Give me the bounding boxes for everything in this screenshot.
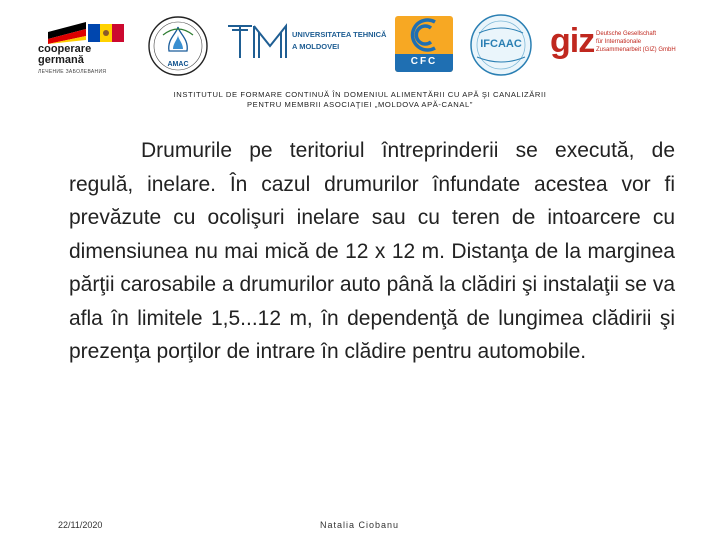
giz-subtitle-line1: Deutsche Gesellschaft [596, 31, 657, 37]
institute-header-line2: PENTRU MEMBRII ASOCIAŢIEI „MOLDOVA APĂ-CANAL” [246, 100, 474, 109]
giz-wordmark: giz [550, 22, 595, 60]
flags-icon [48, 22, 126, 44]
cooperare-germana-logo [36, 22, 126, 78]
utm-name-line2: A MOLDOVEI [292, 42, 340, 51]
ifcaac-logo [469, 13, 533, 77]
utm-name [292, 29, 386, 53]
footer-date: 22/11/2020 [58, 520, 103, 530]
cooperare-subtext: ЛЕЧЕНИЕ ЗАБОЛЕВАНИЯ [38, 69, 107, 75]
institute-header [120, 90, 600, 110]
cfc-logo [395, 16, 453, 72]
utm-logo [226, 22, 387, 62]
giz-subtitle [596, 30, 676, 54]
giz-logo [550, 22, 710, 68]
institute-header-line1: INSTITUTUL DE FORMARE CONTINUĂ ÎN DOMENIUL ALIMENTĂRII CU APĂ ŞI CANALIZĂRII [173, 90, 547, 99]
amac-label: AMAC [167, 61, 189, 68]
main-paragraph [69, 134, 675, 369]
cfc-arcs-icon [395, 16, 453, 54]
footer-author: Natalia Ciobanu [320, 520, 400, 530]
cfc-label: CFC [410, 56, 438, 67]
germana-text: germană [38, 54, 84, 66]
paragraph-text: Drumurile pe teritoriul întreprinderii se execută, de regulă, inelare. În cazul drumurilor înfundate acestea vor fi prevăzute cu ocolişuri inelare sau cu teren de intoarcere cu dimensiunea nu mai mică de 12 x 12 m. Distanţa de la marginea părţii carosabile a drumurilor auto până la clădiri şi instalaţii se va afla în limitele 1,5...12 m, în dependenţă de lungimea clădirii şi prezenţa porţilor de intrare în clădire pentru automobile. [69, 139, 675, 363]
utm-name-line1: UNIVERSITATEA TEHNICĂ [292, 30, 387, 39]
ifcaac-label: IFCAAC [480, 38, 522, 50]
utm-monogram-icon [226, 22, 290, 62]
giz-subtitle-line2: für Internationale [596, 39, 642, 45]
logo-strip [0, 0, 720, 85]
amac-logo [147, 15, 209, 77]
giz-subtitle-line3: Zusammenarbeit (GIZ) GmbH [596, 47, 676, 53]
cooperare-text: cooperare [38, 43, 92, 55]
